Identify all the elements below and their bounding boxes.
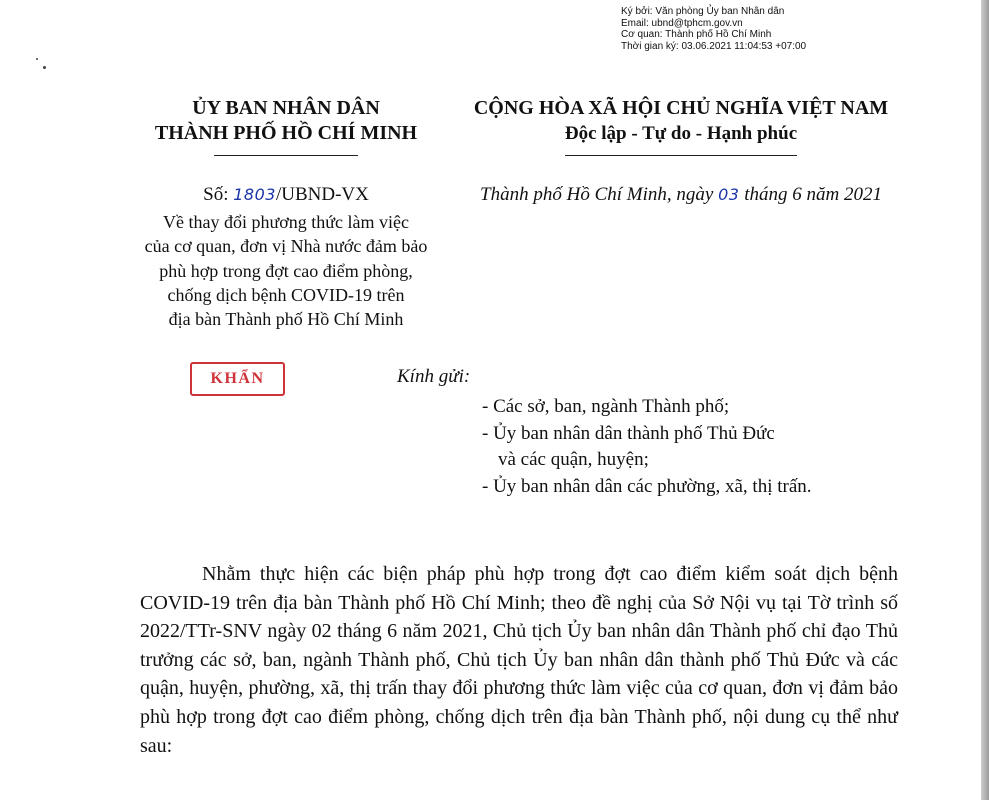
national-motto: Độc lập - Tự do - Hạnh phúc [564, 123, 798, 144]
doc-number-suffix: /UBND-VX [275, 184, 369, 205]
recipient-item: - Ủy ban nhân dân thành phố Thủ Đức [482, 422, 775, 444]
subject-line: Về thay đổi phương thức làm việc [163, 212, 409, 232]
urgent-stamp-text: KHẨN [210, 370, 265, 387]
date-before: Thành phố Hồ Chí Minh, ngày [480, 184, 714, 205]
signed-time: Thời gian ký: 03.06.2021 11:04:53 +07:00 [621, 40, 807, 52]
signer-agency: Cơ quan: Thành phố Hồ Chí Minh [621, 29, 772, 40]
document-number [120, 184, 452, 206]
national-title: CỘNG HÒA XÃ HỘI CHỦ NGHĨA VIỆT NAM [473, 97, 889, 119]
recipient-item-continuation: và các quận, huyện; [498, 449, 649, 470]
signed-by: Ký bởi: Văn phòng Ủy ban Nhân dân [621, 6, 785, 17]
signer-email: Email: ubnd@tphcm.gov.vn [621, 17, 743, 29]
date-after: tháng 6 năm 2021 [744, 184, 882, 205]
issuer-divider [214, 155, 358, 156]
doc-number-handwritten: 1803 [233, 185, 276, 204]
body-paragraph: Nhằm thực hiện các biện pháp phù hợp trong đợt cao điểm kiểm soát dịch bệnh COVID-19 trên địa bàn Thành phố Hồ Chí Minh; theo đề nghị của Sở Nội vụ tại Tờ trình số 2022/TTr-SNV ngày 02 tháng 6 năm 2021, Chủ tịch Ủy ban nhân dân Thành phố chỉ đạo Thủ trưởng các sở, ban, ngành Thành phố, Chủ tịch Ủy ban nhân dân thành phố Thủ Đức và các quận, huyện, phường, xã, thị trấn thay đổi phương thức làm việc của cơ quan, đơn vị đảm bảo phù hợp trong đợt cao điểm phòng, chống dịch trên địa bàn Thành phố, nội dung cụ thể như sau: [140, 563, 898, 757]
issuer-header [120, 96, 452, 156]
scan-speck [43, 66, 46, 69]
subject-line: địa bàn Thành phố Hồ Chí Minh [168, 309, 404, 330]
subject-line: phù hợp trong đợt cao điểm phòng, [159, 260, 413, 281]
date-handwritten-day: 03 [718, 185, 740, 204]
recipient-item: - Ủy ban nhân dân các phường, xã, thị trấn. [482, 475, 812, 497]
national-header [440, 96, 922, 156]
greeting: Kính gửi: [397, 366, 471, 387]
digital-signature-block [621, 6, 806, 52]
issuer-line-2: THÀNH PHỐ HỒ CHÍ MINH [154, 122, 418, 144]
date-line [440, 184, 922, 206]
subject-line: của cơ quan, đơn vị Nhà nước đảm bảo [144, 236, 428, 257]
recipient-list [482, 394, 952, 500]
doc-number-prefix: Số: [203, 184, 229, 205]
scan-speck [36, 58, 38, 60]
subject-block [120, 210, 452, 331]
recipient-item: - Các sở, ban, ngành Thành phố; [482, 396, 730, 417]
issuer-line-1: ỦY BAN NHÂN DÂN [192, 97, 380, 119]
page-edge [981, 0, 989, 800]
urgent-stamp [190, 362, 285, 396]
subject-line: chống dịch bệnh COVID-19 trên [167, 284, 405, 305]
motto-divider [565, 155, 797, 156]
